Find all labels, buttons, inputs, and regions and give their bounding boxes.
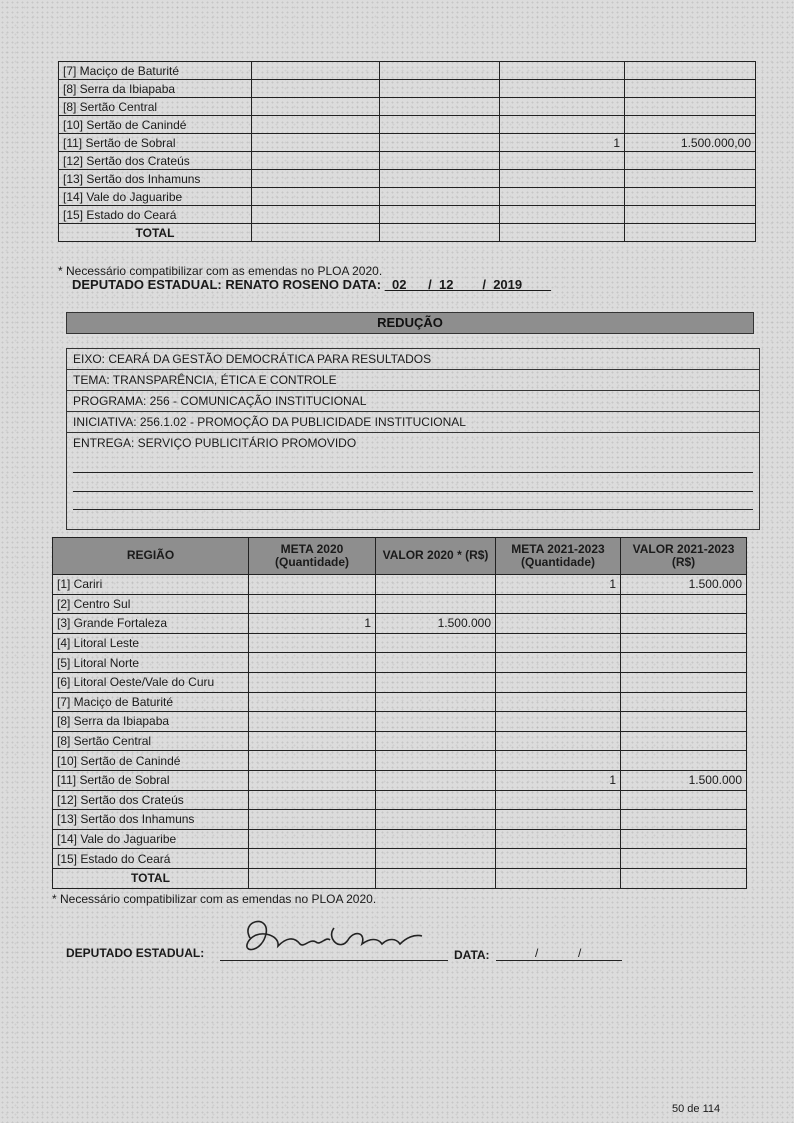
table-row (59, 80, 756, 98)
note-top: * Necessário compatibilizar com as emendas no PLOA 2020. (58, 264, 383, 278)
region-cell: [11] Sertão de Sobral (59, 134, 252, 152)
region-cell: [8] Sertão Central (53, 731, 249, 751)
value-cell (496, 790, 621, 810)
region-cell: [15] Estado do Ceará (53, 849, 249, 869)
table-row (59, 134, 756, 152)
value-cell (249, 712, 376, 732)
value-cell (376, 672, 496, 692)
value-cell (376, 594, 496, 614)
value-cell (496, 653, 621, 673)
value-cell (252, 152, 380, 170)
value-cell (621, 790, 747, 810)
value-cell (625, 188, 756, 206)
header-regiao: REGIÃO (53, 538, 249, 575)
value-cell (249, 672, 376, 692)
region-cell: [5] Litoral Norte (53, 653, 249, 673)
value-cell (500, 206, 625, 224)
value-cell (621, 829, 747, 849)
value-cell (621, 692, 747, 712)
value-cell (249, 575, 376, 595)
value-cell (621, 849, 747, 869)
table-row (53, 731, 747, 751)
value-cell (380, 62, 500, 80)
value-cell (249, 829, 376, 849)
blank-line (73, 472, 753, 473)
value-cell (252, 98, 380, 116)
value-cell (380, 188, 500, 206)
total-value-cell (621, 868, 747, 888)
table-row (53, 575, 747, 595)
table-row (53, 692, 747, 712)
total-value-cell (376, 868, 496, 888)
value-cell (376, 790, 496, 810)
region-cell: [6] Litoral Oeste/Vale do Curu (53, 672, 249, 692)
region-cell: [4] Litoral Leste (53, 633, 249, 653)
eixo-row: EIXO: CEARÁ DA GESTÃO DEMOCRÁTICA PARA RESULTADOS (67, 349, 759, 370)
value-cell (249, 692, 376, 712)
value-cell (376, 692, 496, 712)
programa-row: PROGRAMA: 256 - COMUNICAÇÃO INSTITUCIONAL (67, 391, 759, 412)
total-value-cell (500, 224, 625, 242)
value-cell (621, 712, 747, 732)
blank-line (73, 491, 753, 492)
date-line-bottom (496, 960, 622, 961)
top-region-table (58, 61, 756, 242)
date-separator: / (578, 946, 582, 960)
value-cell (252, 134, 380, 152)
bottom-region-table (52, 537, 747, 889)
value-cell (252, 116, 380, 134)
value-cell (252, 80, 380, 98)
value-cell (625, 80, 756, 98)
value-cell (500, 152, 625, 170)
value-cell (376, 633, 496, 653)
table-row (53, 653, 747, 673)
value-cell (496, 633, 621, 653)
bottom-region-table-body (53, 575, 747, 889)
value-cell (380, 116, 500, 134)
value-cell (625, 206, 756, 224)
date-month-top: /_12____ (428, 277, 483, 292)
value-cell (621, 672, 747, 692)
value-cell (500, 188, 625, 206)
table-row (53, 790, 747, 810)
value-cell (249, 594, 376, 614)
total-value-cell (496, 868, 621, 888)
table-row (53, 712, 747, 732)
value-cell: 1.500.000,00 (625, 134, 756, 152)
value-cell (376, 810, 496, 830)
value-cell (252, 62, 380, 80)
table-row (53, 672, 747, 692)
value-cell (376, 770, 496, 790)
region-cell: [12] Sertão dos Crateús (53, 790, 249, 810)
handwritten-signature (230, 908, 430, 964)
value-cell (496, 712, 621, 732)
table-row (59, 206, 756, 224)
total-value-cell (252, 224, 380, 242)
table-row (53, 614, 747, 634)
date-label-bottom: DATA: (454, 948, 490, 962)
value-cell (376, 829, 496, 849)
table-row (59, 98, 756, 116)
region-cell: [12] Sertão dos Crateús (59, 152, 252, 170)
table-row (59, 188, 756, 206)
total-label: TOTAL (59, 224, 252, 242)
value-cell (249, 751, 376, 771)
region-cell: [14] Vale do Jaguaribe (53, 829, 249, 849)
value-cell (621, 594, 747, 614)
region-cell: [13] Sertão dos Inhamuns (59, 170, 252, 188)
value-cell (496, 672, 621, 692)
value-cell (380, 98, 500, 116)
total-label: TOTAL (53, 868, 249, 888)
header-meta-2021-2023: META 2021-2023 (Quantidade) (496, 538, 621, 575)
date-separator: / (535, 946, 539, 960)
entrega-row: ENTREGA: SERVIÇO PUBLICITÁRIO PROMOVIDO (73, 436, 357, 450)
iniciativa-row: INICIATIVA: 256.1.02 - PROMOÇÃO DA PUBLICIDADE INSTITUCIONAL (67, 412, 759, 433)
table-row (59, 62, 756, 80)
table-row (53, 829, 747, 849)
value-cell (380, 134, 500, 152)
region-cell: [7] Maciço de Baturité (53, 692, 249, 712)
blank-line (73, 509, 753, 510)
value-cell (621, 751, 747, 771)
value-cell (249, 770, 376, 790)
region-cell: [8] Serra da Ibiapaba (59, 80, 252, 98)
value-cell (380, 206, 500, 224)
table-row (53, 633, 747, 653)
reducao-header: REDUÇÃO (66, 312, 754, 334)
region-cell: [10] Sertão de Canindé (59, 116, 252, 134)
value-cell: 1.500.000 (621, 770, 747, 790)
total-value-cell (380, 224, 500, 242)
bottom-table-header-row (53, 538, 747, 575)
region-cell: [8] Serra da Ibiapaba (53, 712, 249, 732)
value-cell (376, 712, 496, 732)
table-row (59, 116, 756, 134)
value-cell: 1.500.000 (621, 575, 747, 595)
value-cell (621, 633, 747, 653)
table-row (59, 152, 756, 170)
table-row (53, 594, 747, 614)
value-cell (252, 170, 380, 188)
value-cell (376, 731, 496, 751)
top-region-table-body (59, 62, 756, 242)
value-cell: 1 (496, 575, 621, 595)
value-cell (625, 170, 756, 188)
value-cell: 1 (249, 614, 376, 634)
table-row (53, 751, 747, 771)
value-cell (500, 98, 625, 116)
value-cell (625, 116, 756, 134)
region-cell: [3] Grande Fortaleza (53, 614, 249, 634)
region-cell: [7] Maciço de Baturité (59, 62, 252, 80)
value-cell (249, 653, 376, 673)
region-cell: [13] Sertão dos Inhamuns (53, 810, 249, 830)
date-year-top: /_2019____ (482, 277, 552, 292)
value-cell: 1 (500, 134, 625, 152)
value-cell: 1.500.000 (376, 614, 496, 634)
value-cell (496, 829, 621, 849)
region-cell: [11] Sertão de Sobral (53, 770, 249, 790)
value-cell (496, 810, 621, 830)
value-cell (625, 62, 756, 80)
value-cell (500, 62, 625, 80)
date-day-top: _02___ (384, 277, 429, 292)
total-row (53, 868, 747, 888)
region-cell: [15] Estado do Ceará (59, 206, 252, 224)
region-cell: [8] Sertão Central (59, 98, 252, 116)
value-cell (625, 98, 756, 116)
header-valor-2020: VALOR 2020 * (R$) (376, 538, 496, 575)
value-cell (496, 692, 621, 712)
value-cell (496, 594, 621, 614)
value-cell (621, 810, 747, 830)
region-cell: [10] Sertão de Canindé (53, 751, 249, 771)
value-cell (249, 790, 376, 810)
value-cell (249, 810, 376, 830)
value-cell (252, 206, 380, 224)
value-cell (252, 188, 380, 206)
deputado-label-top: DEPUTADO ESTADUAL: RENATO ROSENO DATA: (72, 277, 382, 292)
table-row (59, 170, 756, 188)
tema-row: TEMA: TRANSPARÊNCIA, ÉTICA E CONTROLE (67, 370, 759, 391)
value-cell (621, 614, 747, 634)
value-cell (625, 152, 756, 170)
total-row (59, 224, 756, 242)
table-row (53, 770, 747, 790)
value-cell (376, 849, 496, 869)
region-cell: [14] Vale do Jaguaribe (59, 188, 252, 206)
value-cell (496, 751, 621, 771)
value-cell (249, 849, 376, 869)
value-cell (380, 80, 500, 98)
value-cell (500, 116, 625, 134)
value-cell (500, 80, 625, 98)
region-cell: [2] Centro Sul (53, 594, 249, 614)
note-bottom: * Necessário compatibilizar com as emendas no PLOA 2020. (52, 892, 377, 906)
table-row (53, 849, 747, 869)
page-number: 50 de 114 (672, 1103, 721, 1115)
value-cell (376, 751, 496, 771)
program-info-box (66, 348, 760, 530)
header-meta-2020: META 2020 (Quantidade) (249, 538, 376, 575)
value-cell (496, 849, 621, 869)
value-cell: 1 (496, 770, 621, 790)
value-cell (376, 653, 496, 673)
value-cell (500, 170, 625, 188)
header-valor-2021-2023: VALOR 2021-2023 (R$) (621, 538, 747, 575)
value-cell (621, 653, 747, 673)
value-cell (496, 614, 621, 634)
value-cell (380, 152, 500, 170)
value-cell (496, 731, 621, 751)
table-row (53, 810, 747, 830)
value-cell (376, 575, 496, 595)
total-value-cell (625, 224, 756, 242)
value-cell (621, 731, 747, 751)
value-cell (380, 170, 500, 188)
region-cell: [1] Cariri (53, 575, 249, 595)
total-value-cell (249, 868, 376, 888)
value-cell (249, 731, 376, 751)
value-cell (249, 633, 376, 653)
deputado-line-top (72, 277, 551, 292)
deputado-label-bottom: DEPUTADO ESTADUAL: (66, 946, 205, 960)
